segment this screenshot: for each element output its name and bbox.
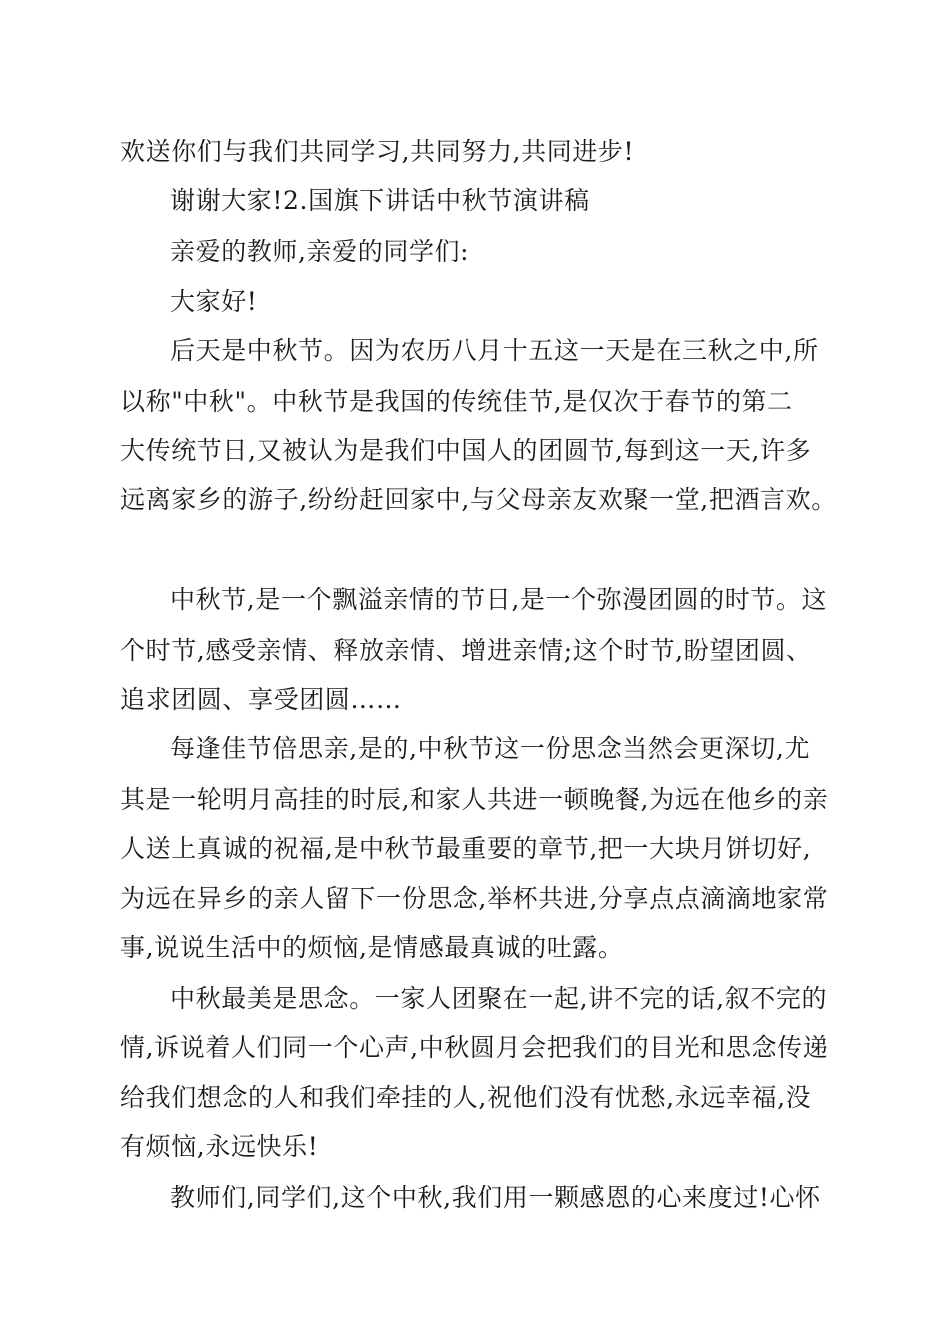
text-line-19: 给我们想念的人和我们牵挂的人,祝他们没有忧愁,永远幸福,没	[120, 1083, 812, 1112]
text-line-14: 人送上真诚的祝福,是中秋节最重要的章节,把一大块月饼切好,	[120, 834, 812, 863]
text-line-16: 事,说说生活中的烦恼,是情感最真诚的吐露。	[120, 933, 624, 962]
text-line-10: 个时节,感受亲情、释放亲情、增进亲情;这个时节,盼望团圆、	[120, 636, 812, 665]
text-line-13: 其是一轮明月高挂的时辰,和家人共进一顿晚餐,为远在他乡的亲	[120, 785, 829, 814]
text-line-5: 后天是中秋节。因为农历八月十五这一天是在三秋之中,所	[170, 336, 819, 365]
text-line-15: 为远在异乡的亲人留下一份思念,举杯共进,分享点点滴滴地家常	[120, 884, 829, 913]
text-line-9: 中秋节,是一个飘溢亲情的节日,是一个弥漫团圆的时节。这	[170, 585, 828, 614]
text-line-21: 教师们,同学们,这个中秋,我们用一颗感恩的心来度过!心怀	[170, 1183, 821, 1212]
text-line-6: 以称"中秋"。中秋节是我国的传统佳节,是仅次于春节的第二	[120, 387, 793, 416]
text-line-3: 亲爱的教师,亲爱的同学们:	[170, 237, 470, 266]
text-line-8: 远离家乡的游子,纷纷赶回家中,与父母亲友欢聚一堂,把酒言欢。	[120, 485, 837, 514]
text-line-4: 大家好!	[170, 287, 258, 316]
text-line-2: 谢谢大家!2.国旗下讲话中秋节演讲稿	[170, 186, 590, 215]
text-line-7: 大传统节日,又被认为是我们中国人的团圆节,每到这一天,许多	[120, 436, 812, 465]
text-line-20: 有烦恼,永远快乐!	[120, 1132, 319, 1161]
text-line-17: 中秋最美是思念。一家人团聚在一起,讲不完的话,叙不完的	[170, 984, 828, 1013]
text-line-1: 欢送你们与我们共同学习,共同努力,共同进步!	[120, 137, 635, 166]
text-line-18: 情,诉说着人们同一个心声,中秋圆月会把我们的目光和思念传递	[120, 1033, 829, 1062]
text-line-11: 追求团圆、享受团圆……	[120, 685, 402, 714]
text-line-12: 每逢佳节倍思亲,是的,中秋节这一份思念当然会更深切,尤	[170, 734, 811, 763]
